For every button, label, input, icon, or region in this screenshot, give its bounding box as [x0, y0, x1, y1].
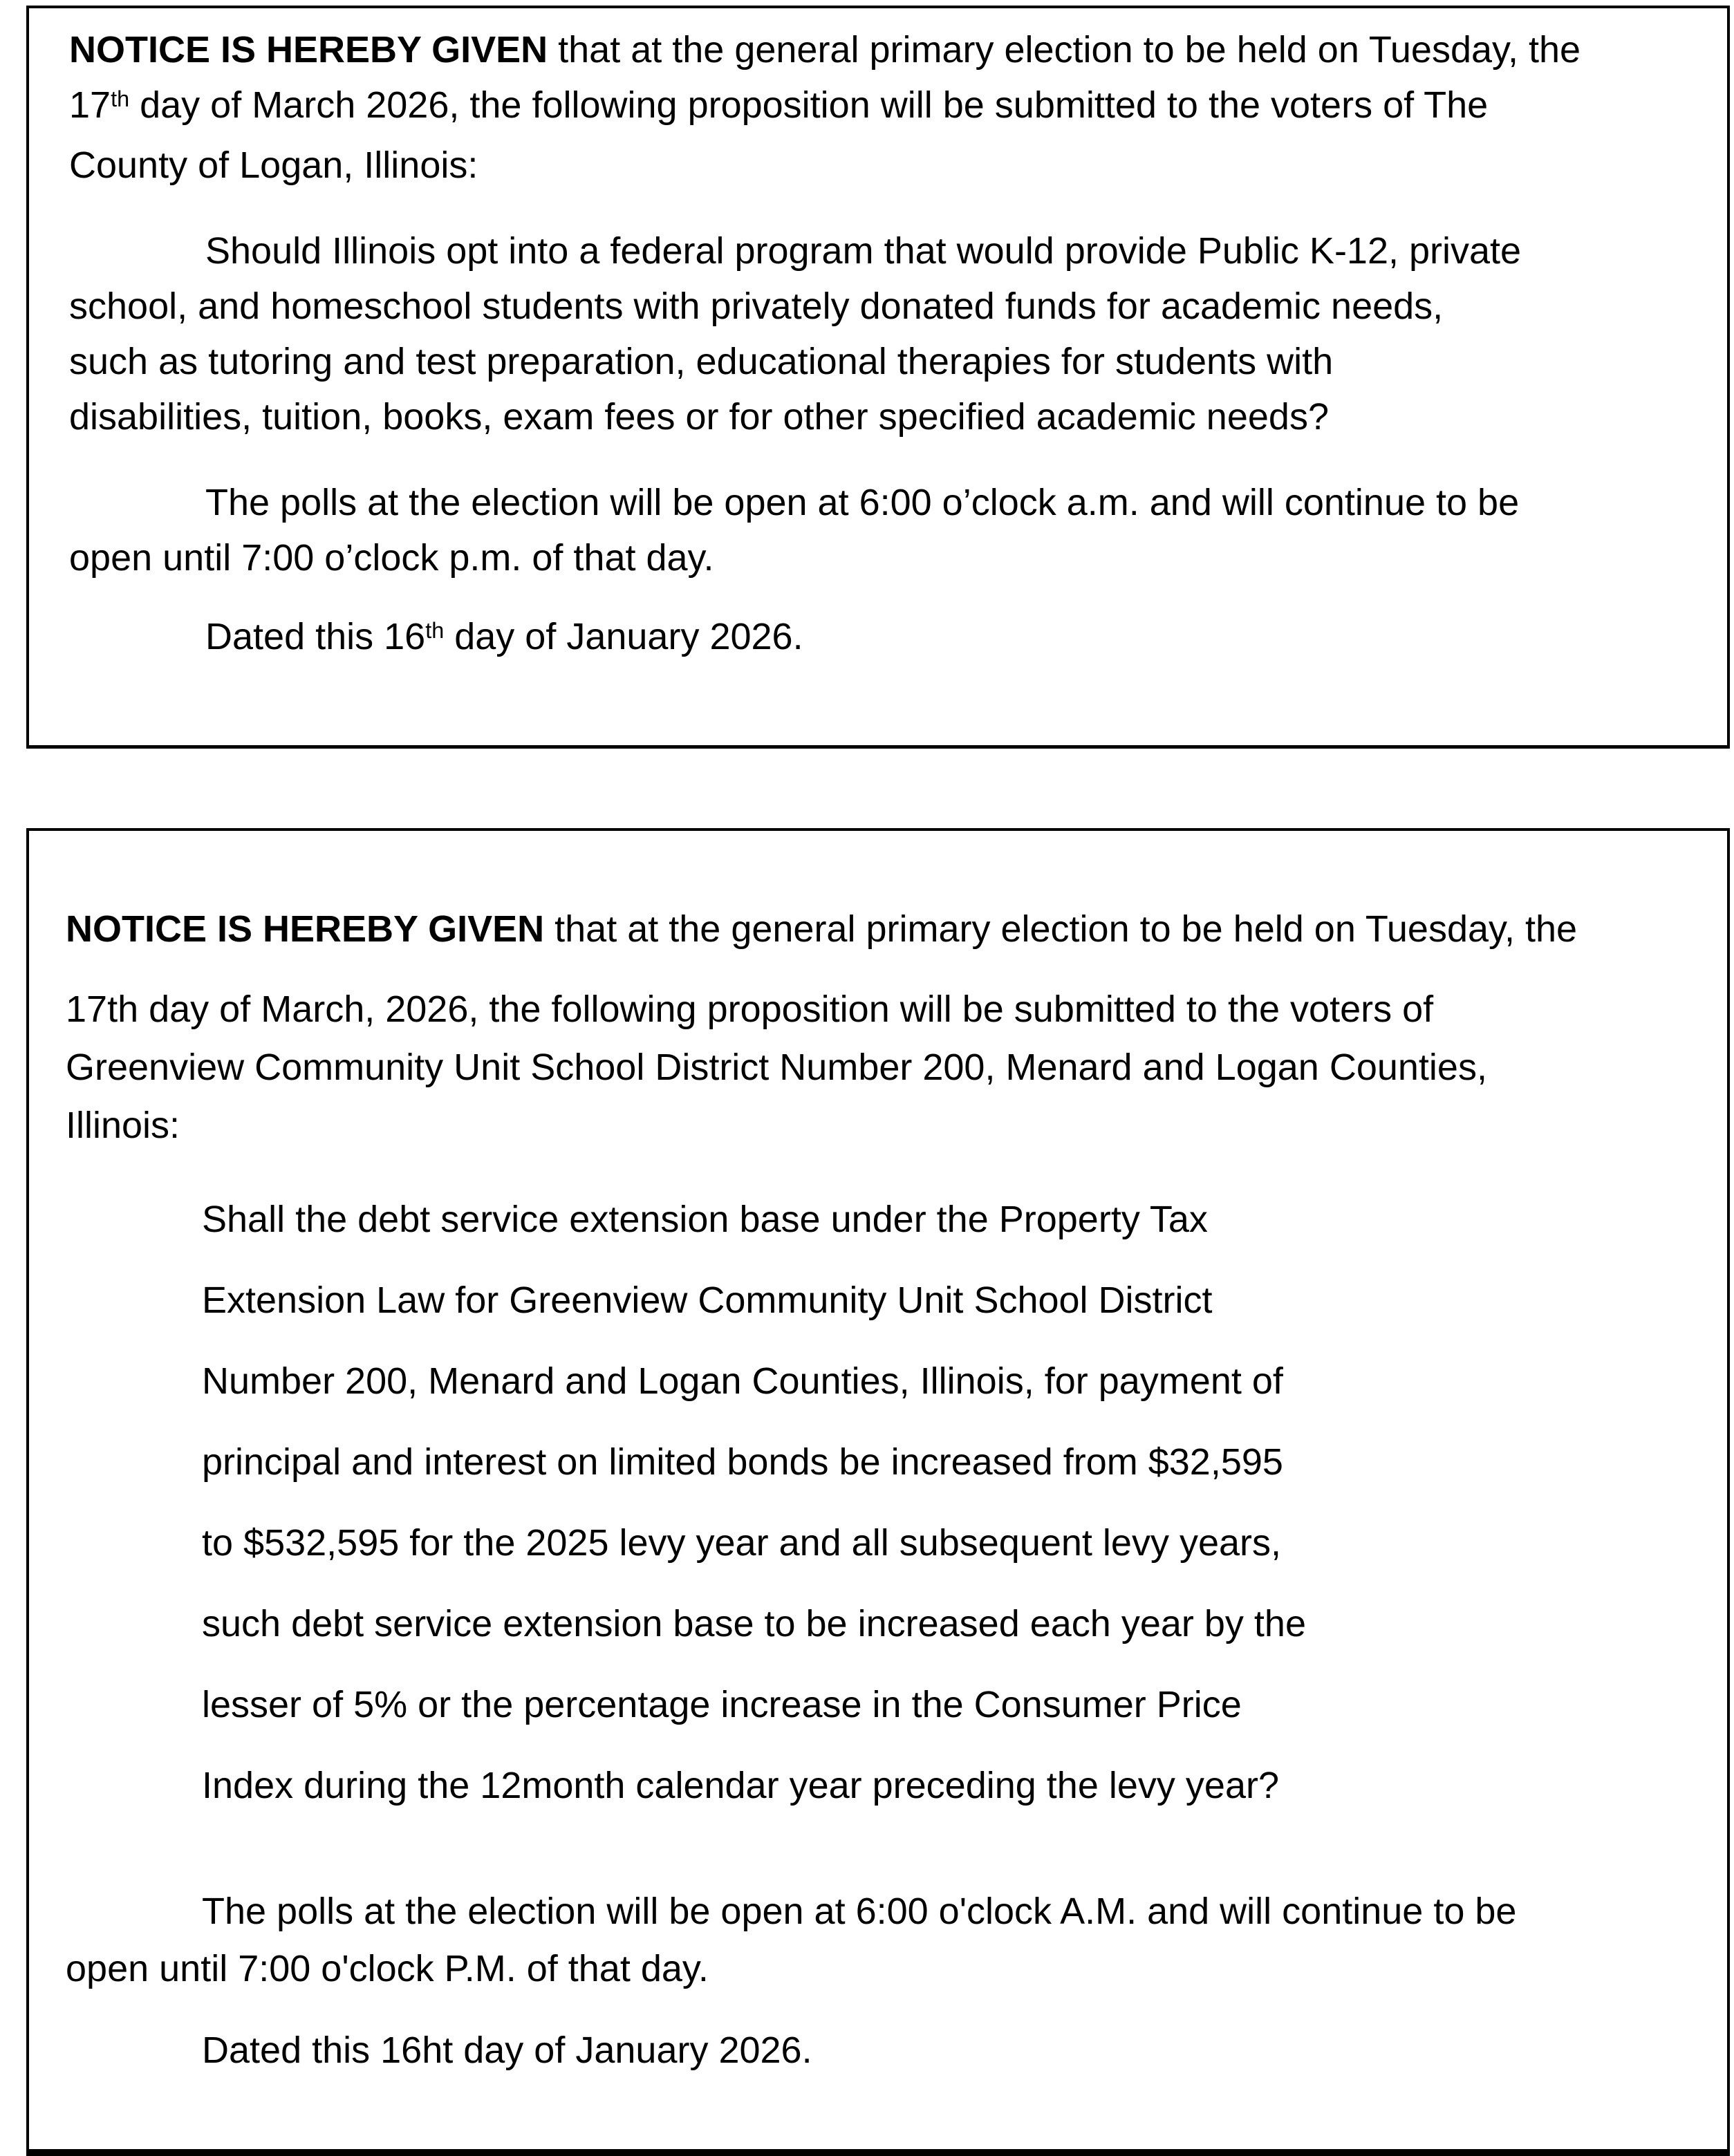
text-segment: 17	[69, 84, 111, 126]
notice-opening-line	[66, 900, 1665, 958]
notice-opening-continuation	[66, 980, 1665, 1154]
text-line: school, and homeschool students with privately donated funds for academic needs,	[69, 285, 1444, 327]
text-line: Greenview Community Unit School District Number 200, Menard and Logan Counties,	[66, 1047, 1487, 1088]
dated-paragraph	[66, 2021, 1665, 2079]
text-line: Should Illinois opt into a federal program that would provide Public K-12, private	[205, 230, 1522, 272]
text-line: open until 7:00 o'clock P.M. of that day.	[66, 1948, 709, 1989]
text-line: lesser of 5% or the percentage increase in the Consumer Price	[202, 1684, 1242, 1725]
notice-opening-paragraph	[69, 22, 1665, 193]
county-notice-box	[26, 6, 1730, 749]
text-segment: Dated this 16	[205, 616, 426, 657]
text-line: principal and interest on limited bonds be increased from $32,595	[202, 1441, 1283, 1483]
ordinal-superscript: th	[425, 617, 445, 643]
text-line	[69, 22, 1665, 77]
text-line: Shall the debt service extension base under the Property Tax	[202, 1199, 1208, 1240]
text-line: County of Logan, Illinois:	[69, 144, 478, 186]
text-line	[66, 900, 1665, 958]
text-segment: day of January 2026.	[444, 616, 803, 657]
text-line: Number 200, Menard and Logan Counties, Illinois, for payment of	[202, 1360, 1283, 1402]
proposition-paragraph	[69, 223, 1665, 444]
dated-paragraph	[69, 609, 1665, 669]
polls-hours-paragraph	[66, 1883, 1665, 1998]
school-district-notice-box	[26, 828, 1730, 2156]
text-line: Illinois:	[66, 1105, 180, 1146]
text-line: open until 7:00 o’clock p.m. of that day.	[69, 537, 714, 579]
text-line: 17th day of March, 2026, the following proposition will be submitted to the voters of	[66, 988, 1434, 1030]
text-line	[69, 609, 1665, 669]
text-line: Index during the 12month calendar year preceding the levy year?	[202, 1765, 1279, 1806]
polls-hours-paragraph	[69, 475, 1665, 585]
notice-given-bold-text: NOTICE IS HEREBY GIVEN	[66, 908, 545, 950]
text-segment: that at the general primary election to be held on Tuesday, the	[544, 908, 1578, 950]
text-line: Extension Law for Greenview Community Unit School District	[202, 1279, 1213, 1321]
notice-given-bold-text: NOTICE IS HEREBY GIVEN	[69, 29, 548, 71]
text-line: Dated this 16ht day of January 2026.	[202, 2030, 812, 2071]
text-line: disabilities, tuition, books, exam fees or for other specified academic needs?	[69, 396, 1329, 438]
ordinal-superscript: th	[111, 86, 130, 111]
text-segment: day of March 2026, the following proposition will be submitted to the voters of The	[129, 84, 1489, 126]
text-segment: that at the general primary election to be held on Tuesday, the	[548, 29, 1581, 71]
text-line: such debt service extension base to be increased each year by the	[202, 1603, 1306, 1644]
text-line: The polls at the election will be open at 6:00 o’clock a.m. and will continue to be	[205, 482, 1520, 523]
text-line	[69, 77, 1665, 138]
text-line: The polls at the election will be open at 6:00 o'clock A.M. and will continue to be	[202, 1891, 1517, 1932]
text-line: to $532,595 for the 2025 levy year and all subsequent levy years,	[202, 1522, 1282, 1564]
proposition-paragraph	[66, 1179, 1665, 1826]
text-line: such as tutoring and test preparation, educational therapies for students with	[69, 341, 1334, 382]
